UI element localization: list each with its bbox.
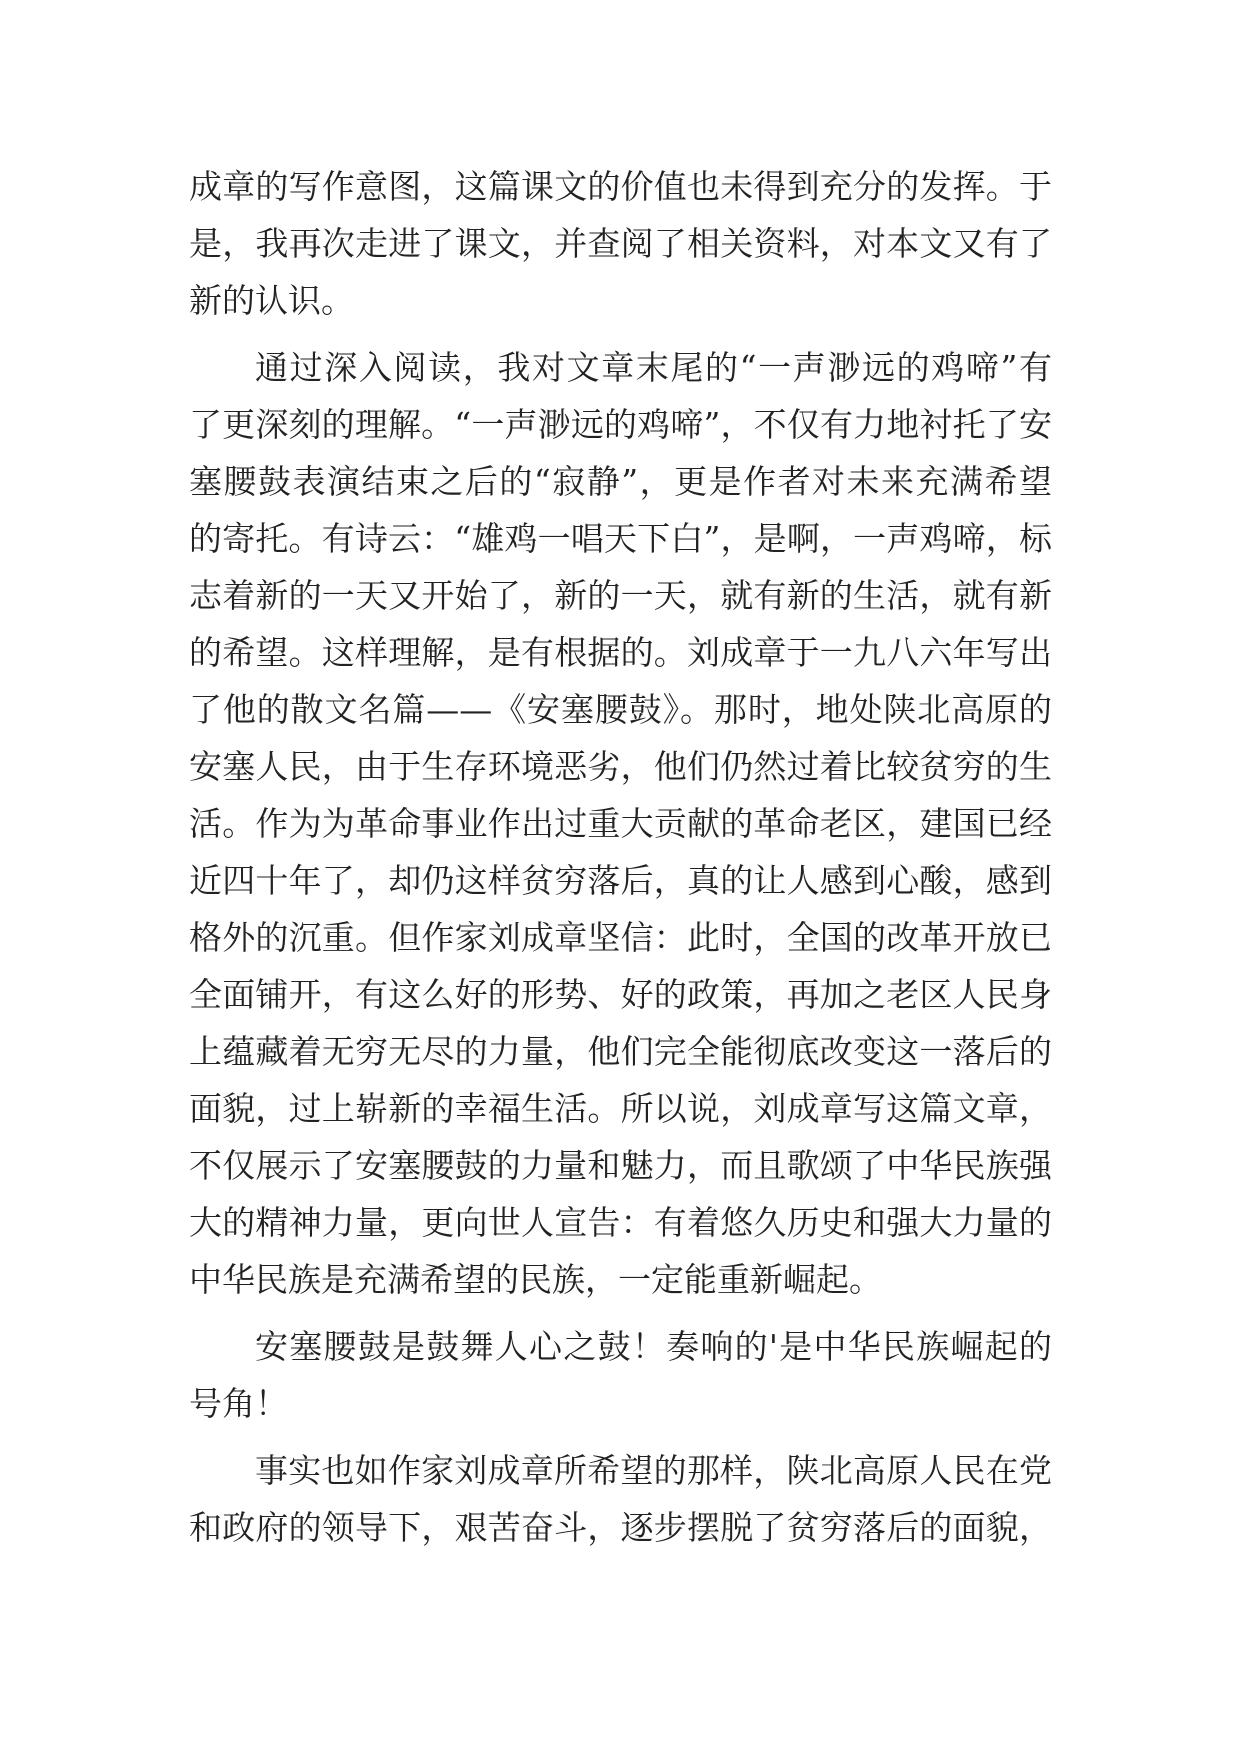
document-body (189, 158, 1052, 1556)
paragraph-2 (189, 339, 1052, 1308)
text-line: 活。作为为革命事业作出过重大贡献的革命老区，建国已经 (189, 804, 1052, 843)
text-line: 事实也如作家刘成章所希望的那样，陕北高原人民在党 (255, 1451, 1052, 1490)
text-line: 是，我再次走进了课文，并查阅了相关资料，对本文又有了 (189, 224, 1052, 263)
text-line: 全面铺开，有这么好的形势、好的政策，再加之老区人民身 (189, 975, 1052, 1014)
text-line: 的寄托。有诗云：“雄鸡一唱天下白”，是啊，一声鸡啼，标 (189, 519, 1052, 558)
text-line: 志着新的一天又开始了，新的一天，就有新的生活，就有新 (189, 576, 1052, 615)
paragraph-spacer (189, 329, 1052, 339)
paragraph-spacer (189, 1308, 1052, 1318)
paragraph-spacer (189, 1432, 1052, 1442)
text-line: 大的精神力量，更向世人宣告：有着悠久历史和强大力量的 (189, 1203, 1052, 1242)
text-line: 安塞腰鼓是鼓舞人心之鼓！奏响的'是中华民族崛起的 (255, 1327, 1052, 1366)
text-line: 新的认识。 (189, 281, 354, 320)
text-line: 和政府的领导下，艰苦奋斗，逐步摆脱了贫穷落后的面貌， (189, 1508, 1052, 1547)
text-line: 中华民族是充满希望的民族，一定能重新崛起。 (189, 1260, 882, 1299)
text-line: 通过深入阅读，我对文章末尾的“一声渺远的鸡啼”有 (255, 348, 1052, 387)
text-line: 号角！ (189, 1384, 288, 1423)
text-line: 塞腰鼓表演结束之后的“寂静”，更是作者对未来充满希望 (189, 462, 1052, 501)
text-line: 近四十年了，却仍这样贫穷落后，真的让人感到心酸，感到 (189, 861, 1052, 900)
text-line: 面貌，过上崭新的幸福生活。所以说，刘成章写这篇文章， (189, 1089, 1052, 1128)
text-line: 了更深刻的理解。“一声渺远的鸡啼”，不仅有力地衬托了安 (189, 405, 1052, 444)
text-line: 成章的写作意图，这篇课文的价值也未得到充分的发挥。于 (189, 167, 1052, 206)
text-line: 了他的散文名篇——《安塞腰鼓》。那时，地处陕北高原的 (189, 690, 1052, 729)
text-line: 的希望。这样理解，是有根据的。刘成章于一九八六年写出 (189, 633, 1052, 672)
text-line: 安塞人民，由于生存环境恶劣，他们仍然过着比较贫穷的生 (189, 747, 1052, 786)
text-line: 不仅展示了安塞腰鼓的力量和魅力，而且歌颂了中华民族强 (189, 1146, 1052, 1185)
paragraph-3 (189, 1318, 1052, 1432)
paragraph-4 (189, 1442, 1052, 1556)
text-line: 上蕴藏着无穷无尽的力量，他们完全能彻底改变这一落后的 (189, 1032, 1052, 1071)
text-line: 格外的沉重。但作家刘成章坚信：此时，全国的改革开放已 (189, 918, 1052, 957)
paragraph-1 (189, 158, 1052, 329)
